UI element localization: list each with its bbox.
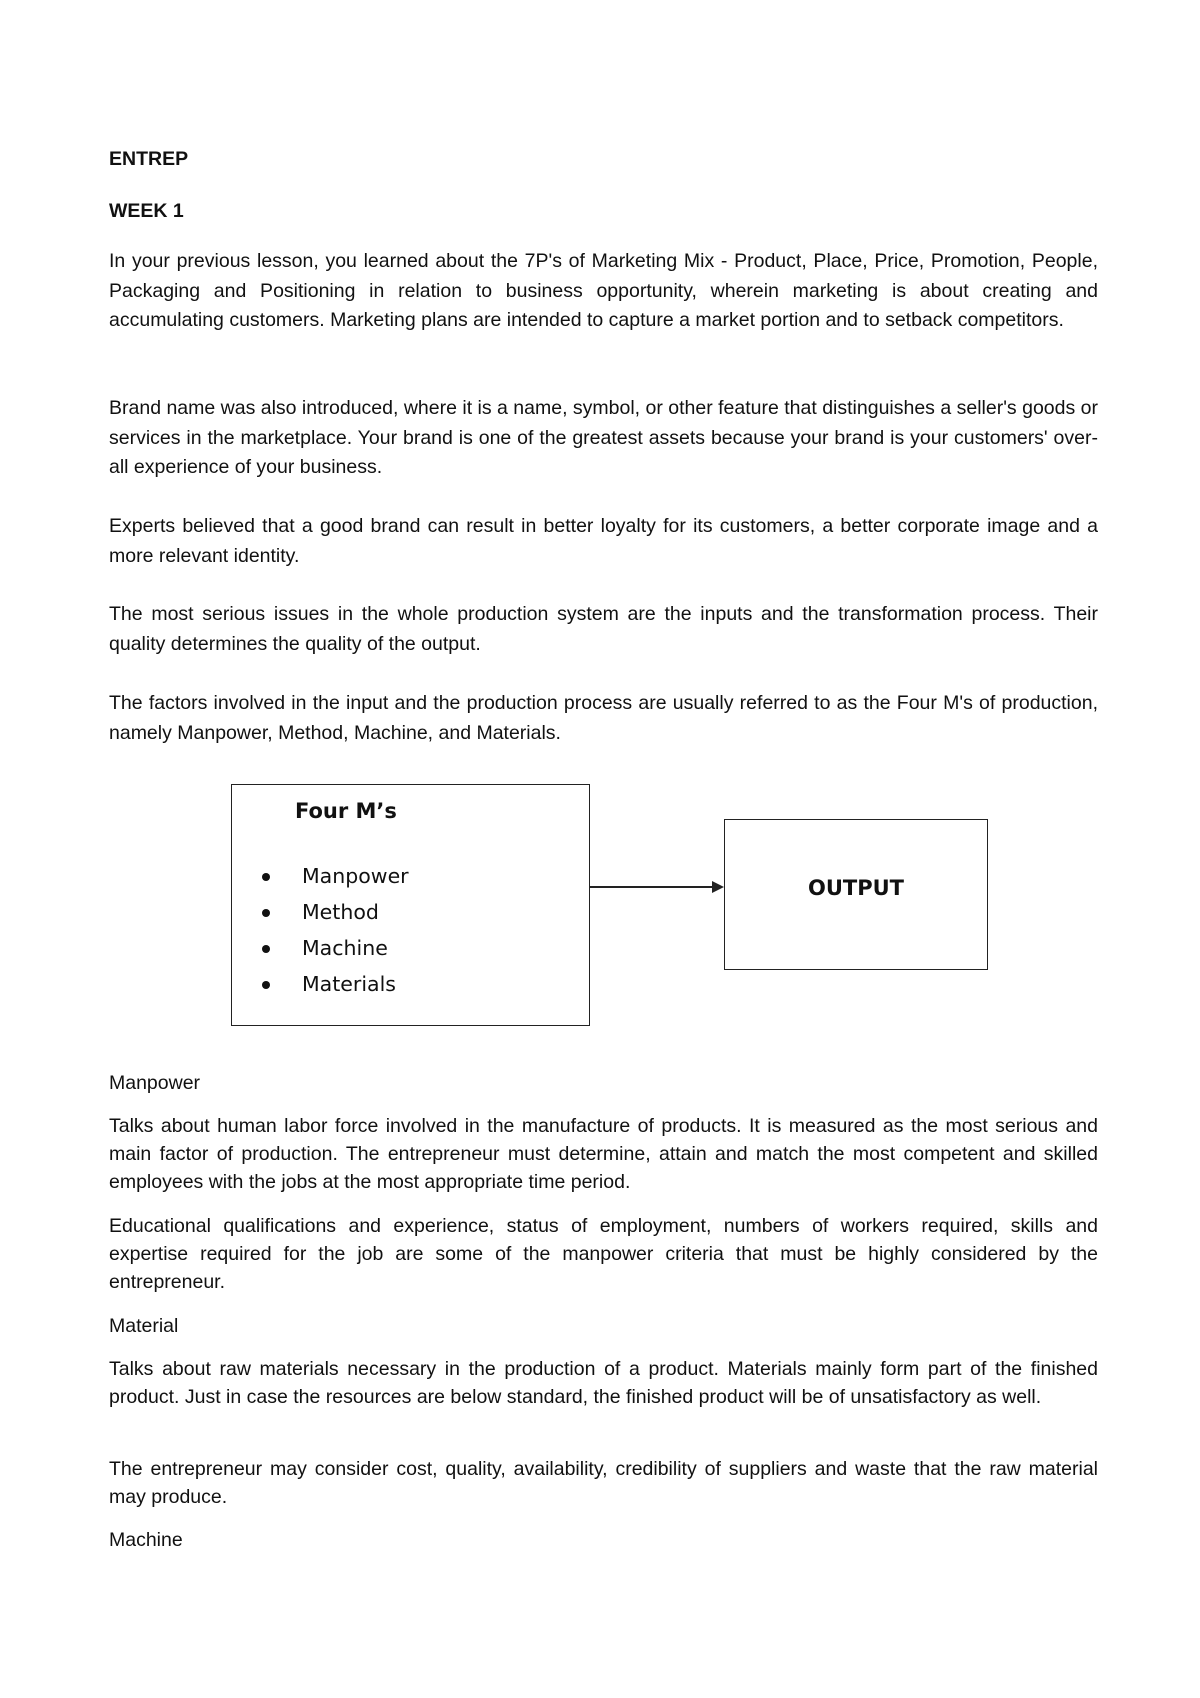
list-item xyxy=(262,894,409,930)
bullet-icon xyxy=(262,909,270,917)
bullet-icon xyxy=(262,873,270,881)
list-item xyxy=(262,858,409,894)
output-box xyxy=(724,819,988,970)
material-label: Material xyxy=(109,1315,179,1337)
four-ms-title: Four M’s xyxy=(295,799,397,823)
manpower-label: Manpower xyxy=(109,1072,201,1094)
arrow-icon xyxy=(590,880,726,894)
bullet-icon xyxy=(262,981,270,989)
material-paragraph-1: Talks about raw materials necessary in the production of a product. Materials mainly form part of the finished product. Just in case the resources are below standard, the finished product will be of unsatisfactory as well. xyxy=(109,1358,1098,1408)
paragraph-experts: Experts believed that a good brand can result in better loyalty for its customers, a better corporate image and a more relevant identity. xyxy=(109,515,1098,567)
four-ms-list xyxy=(262,858,409,1002)
list-item xyxy=(262,966,409,1002)
item-label: Method xyxy=(302,900,379,924)
paragraph-marketing-mix: In your previous lesson, you learned about the 7P's of Marketing Mix - Product, Place, Price, Promotion, People, Packaging and Positioning in relation to business opportunity, wherein marketing is about creating and accumulating customers. Marketing plans are intended to capture a market portion and to setback competitors. xyxy=(109,250,1098,332)
machine-label: Machine xyxy=(109,1529,183,1551)
material-paragraph-2: The entrepreneur may consider cost, quality, availability, credibility of suppliers and waste that the raw material may produce. xyxy=(109,1458,1098,1508)
four-ms-box xyxy=(231,784,590,1026)
manpower-paragraph-1: Talks about human labor force involved in the manufacture of products. It is measured as the most serious and main factor of production. The entrepreneur must determine, attain and match the most competent and skilled employees with the jobs at the most appropriate time period. xyxy=(109,1115,1098,1193)
document-title: ENTREP xyxy=(109,148,189,170)
week-heading: WEEK 1 xyxy=(109,200,184,222)
output-label: OUTPUT xyxy=(808,876,904,900)
list-item xyxy=(262,930,409,966)
item-label: Manpower xyxy=(302,864,409,888)
manpower-paragraph-2: Educational qualifications and experience, status of employment, numbers of workers required, skills and expertise required for the job are some of the manpower criteria that must be highly considered by the entrepreneur. xyxy=(109,1215,1098,1293)
bullet-icon xyxy=(262,945,270,953)
paragraph-four-ms: The factors involved in the input and the production process are usually referred to as the Four M's of production, namely Manpower, Method, Machine, and Materials. xyxy=(109,692,1098,744)
paragraph-production-issues: The most serious issues in the whole production system are the inputs and the transformation process. Their quality determines the quality of the output. xyxy=(109,603,1098,655)
item-label: Materials xyxy=(302,972,396,996)
item-label: Machine xyxy=(302,936,388,960)
paragraph-brand-name: Brand name was also introduced, where it is a name, symbol, or other feature that distinguishes a seller's goods or services in the marketplace. Your brand is one of the greatest assets because your brand is your customers' over-all experience of your business. xyxy=(109,397,1098,479)
